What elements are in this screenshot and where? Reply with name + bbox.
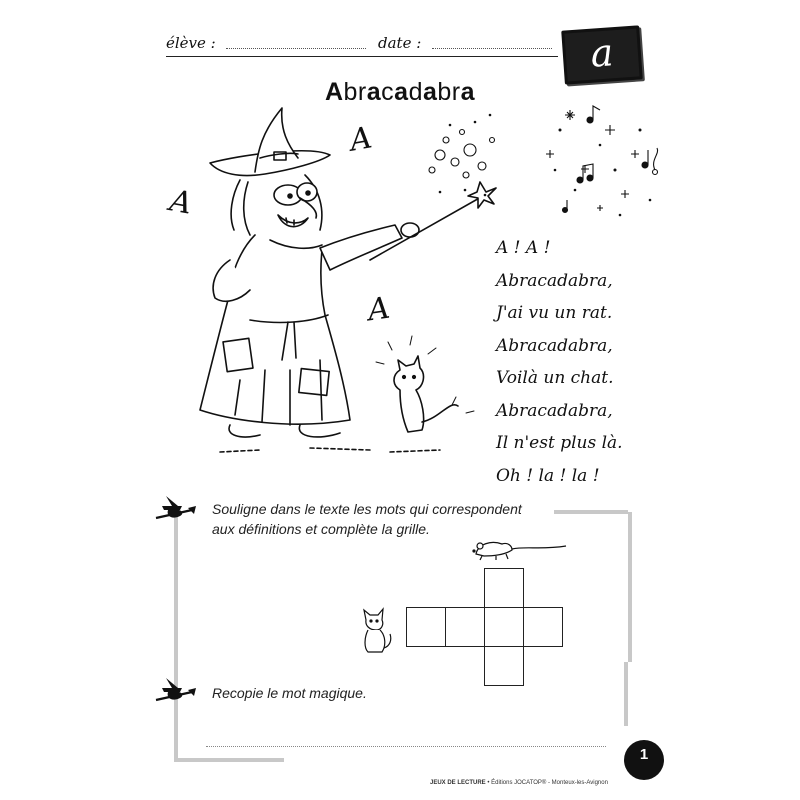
poem-line: Il n'est plus là. [496, 433, 623, 453]
page-number-badge: 1 [624, 740, 664, 780]
poem-line: Abracadabra, [496, 270, 613, 291]
cat-illustration [356, 606, 396, 656]
eleve-label: élève : [166, 34, 216, 52]
poem-line: Abracadabra, [496, 335, 613, 356]
exercise1-instruction: Souligne dans le texte les mots qui correspondent aux définitions et complète la grille. [212, 501, 522, 537]
chalkboard-slate [561, 25, 643, 84]
exercise2-instruction: Recopie le mot magique. [212, 685, 367, 701]
worksheet-page [130, 0, 670, 800]
floating-letter-a: A [167, 183, 195, 222]
eleve-field[interactable] [226, 48, 366, 49]
witch-broom-icon [152, 492, 196, 524]
frame-top-right [554, 510, 628, 514]
floating-letter-a: A [347, 120, 375, 159]
grid-cell[interactable] [484, 607, 524, 647]
poem-line: A ! A ! [496, 238, 551, 258]
date-field[interactable] [432, 48, 552, 49]
floating-letter-a: A [365, 290, 393, 329]
poem-line: Abracadabra, [496, 400, 613, 421]
grid-cell[interactable] [484, 568, 524, 608]
poem-line: J'ai vu un rat. [496, 303, 613, 323]
frame-bottom-left [174, 758, 284, 762]
footer-credits: JEUX DE LECTURE • Éditions JOCATOP® - Monteux-les-Avignon [430, 780, 608, 786]
date-label: date : [378, 34, 422, 52]
header-rule [166, 56, 558, 57]
grid-cell[interactable] [445, 607, 485, 647]
grid-cell[interactable] [523, 607, 563, 647]
answer-line[interactable] [206, 746, 606, 747]
frame-right-lower [624, 662, 628, 726]
rat-illustration [466, 534, 576, 564]
slate-letter: a [589, 30, 615, 76]
witch-broom-icon [152, 674, 196, 706]
magic-sparkles-icon [450, 90, 660, 230]
poem-text [496, 232, 686, 492]
grid-cell[interactable] [484, 646, 524, 686]
poem-line: Oh ! la ! la ! [496, 465, 600, 486]
poem-line: Voilà un chat. [496, 368, 614, 388]
grid-cell[interactable] [406, 607, 446, 647]
page-title: Abracadabra [324, 78, 476, 106]
